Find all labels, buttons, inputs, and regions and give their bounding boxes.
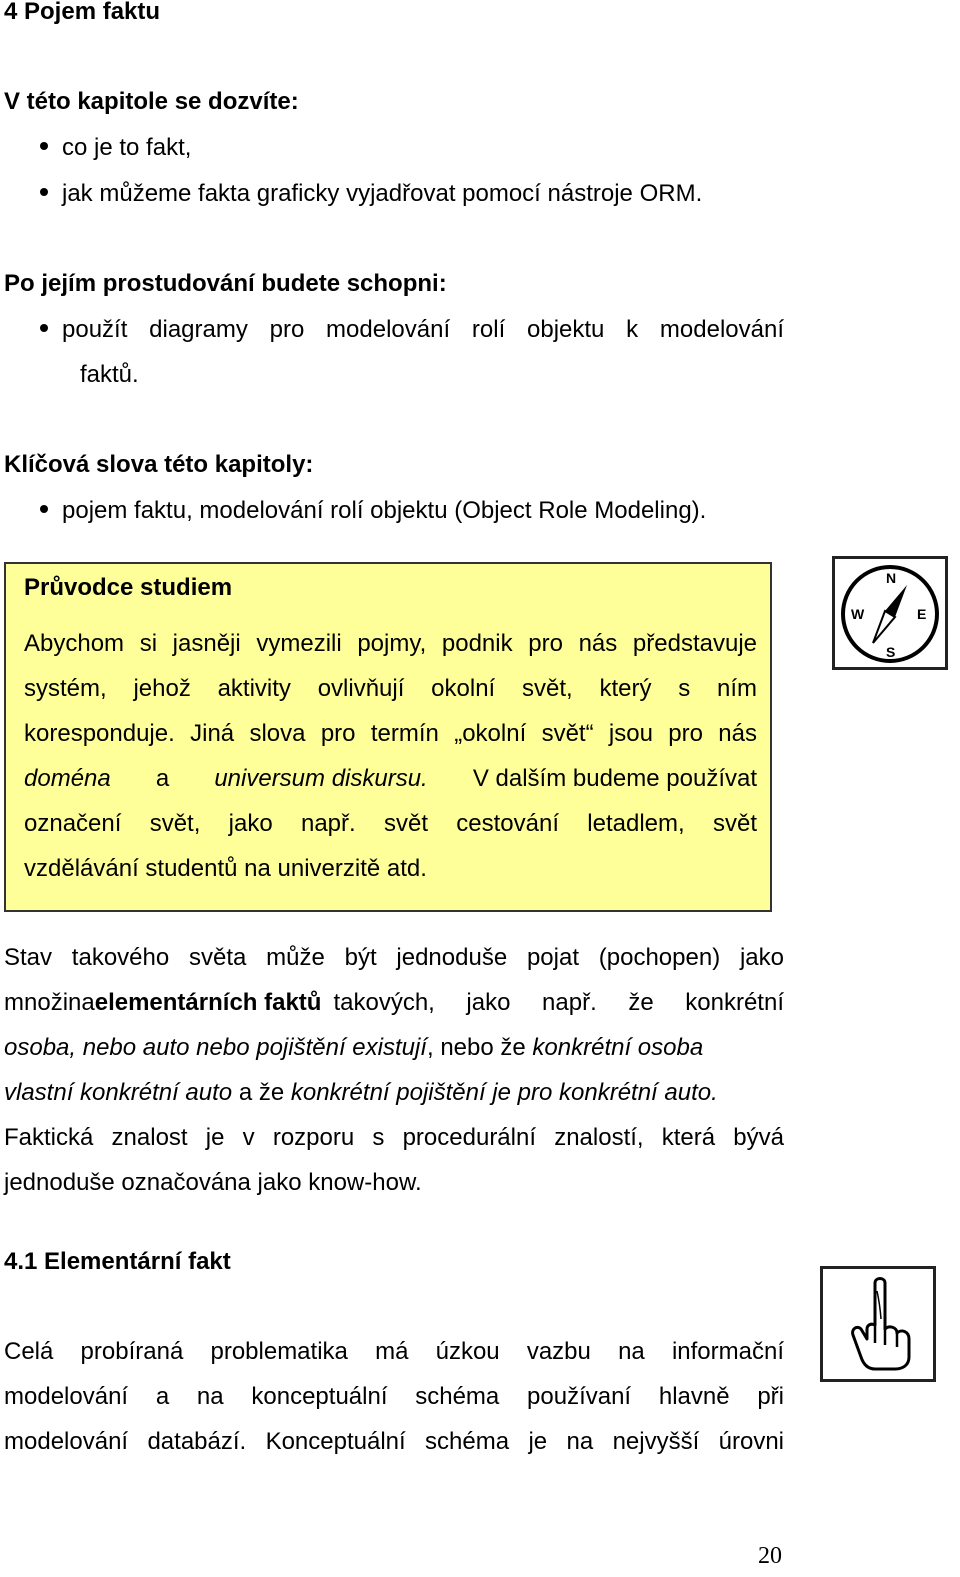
term-elementarni-fakty: elementárních faktů [94,989,322,1016]
compass-north-label: N [886,570,897,586]
term-universum: universum diskursu. [214,765,428,792]
bullet-icon [40,188,48,196]
learn-heading: V této kapitole se dozvíte: [4,88,299,115]
section-title: 4.1 Elementární fakt [4,1248,231,1275]
guide-line: označení svět, jako např. svět cestování letadlem, svět [24,810,757,837]
paragraph-line: osoba, nebo auto nebo pojištění existují, nebo že konkrétní osoba [4,1034,704,1061]
learn-item: jak můžeme fakta graficky vyjadřovat pomocí nástroje ORM. [40,180,702,208]
paragraph-line: Faktická znalost je v rozporu s procedurální znalostí, která bývá [4,1124,784,1151]
guide-line: Abychom si jasněji vymezili pojmy, podnik pro nás představuje [24,630,757,657]
abilities-item: použít diagramy pro modelování rolí objektu k modelování [40,316,784,344]
guide-line: koresponduje. Jiná slova pro termín „okolní svět“ jsou pro nás [24,720,757,747]
term-domena: doména [24,765,111,792]
compass-south-label: S [886,644,896,660]
paragraph-line: Celá probíraná problematika má úzkou vazbu na informační [4,1338,784,1365]
compass-east-label: E [917,606,927,622]
guide-line: doména a universum diskursu. V dalším budeme používat [24,765,757,792]
bullet-icon [40,142,48,150]
pointing-hand-icon [820,1266,936,1382]
abilities-heading: Po jejím prostudování budete schopni: [4,270,447,297]
abilities-item-continuation: faktů. [80,361,139,388]
paragraph-line: modelování databází. Konceptuální schéma je na nejvyšší úrovni [4,1428,784,1455]
compass-graphic [835,559,945,667]
paragraph-line: množina elementárních faktů takových, jako např. že konkrétní [4,989,784,1016]
paragraph-line: Stav takového světa může být jednoduše pojat (pochopen) jako [4,944,784,971]
paragraph-line: modelování a na konceptuální schéma používaní hlavně při [4,1383,784,1410]
bullet-icon [40,505,48,513]
compass-icon [832,556,948,670]
keywords-item: pojem faktu, modelování rolí objektu (Object Role Modeling). [40,497,706,525]
guide-line: systém, jehož aktivity ovlivňují okolní svět, který s ním [24,675,757,702]
paragraph-line: jednoduše označována jako know-how. [4,1169,422,1196]
guide-line: vzdělávání studentů na univerzitě atd. [24,855,427,882]
compass-west-label: W [851,606,865,622]
study-guide-title: Průvodce studiem [24,574,233,601]
study-guide-box [4,562,772,912]
paragraph-line: vlastní konkrétní auto a že konkrétní pojištění je pro konkrétní auto. [4,1079,718,1106]
page-number: 20 [758,1543,782,1569]
chapter-title: 4 Pojem faktu [4,0,161,25]
bullet-icon [40,324,48,332]
hand-graphic [823,1269,933,1379]
learn-item: co je to fakt, [40,134,191,162]
keywords-heading: Klíčová slova této kapitoly: [4,451,314,478]
